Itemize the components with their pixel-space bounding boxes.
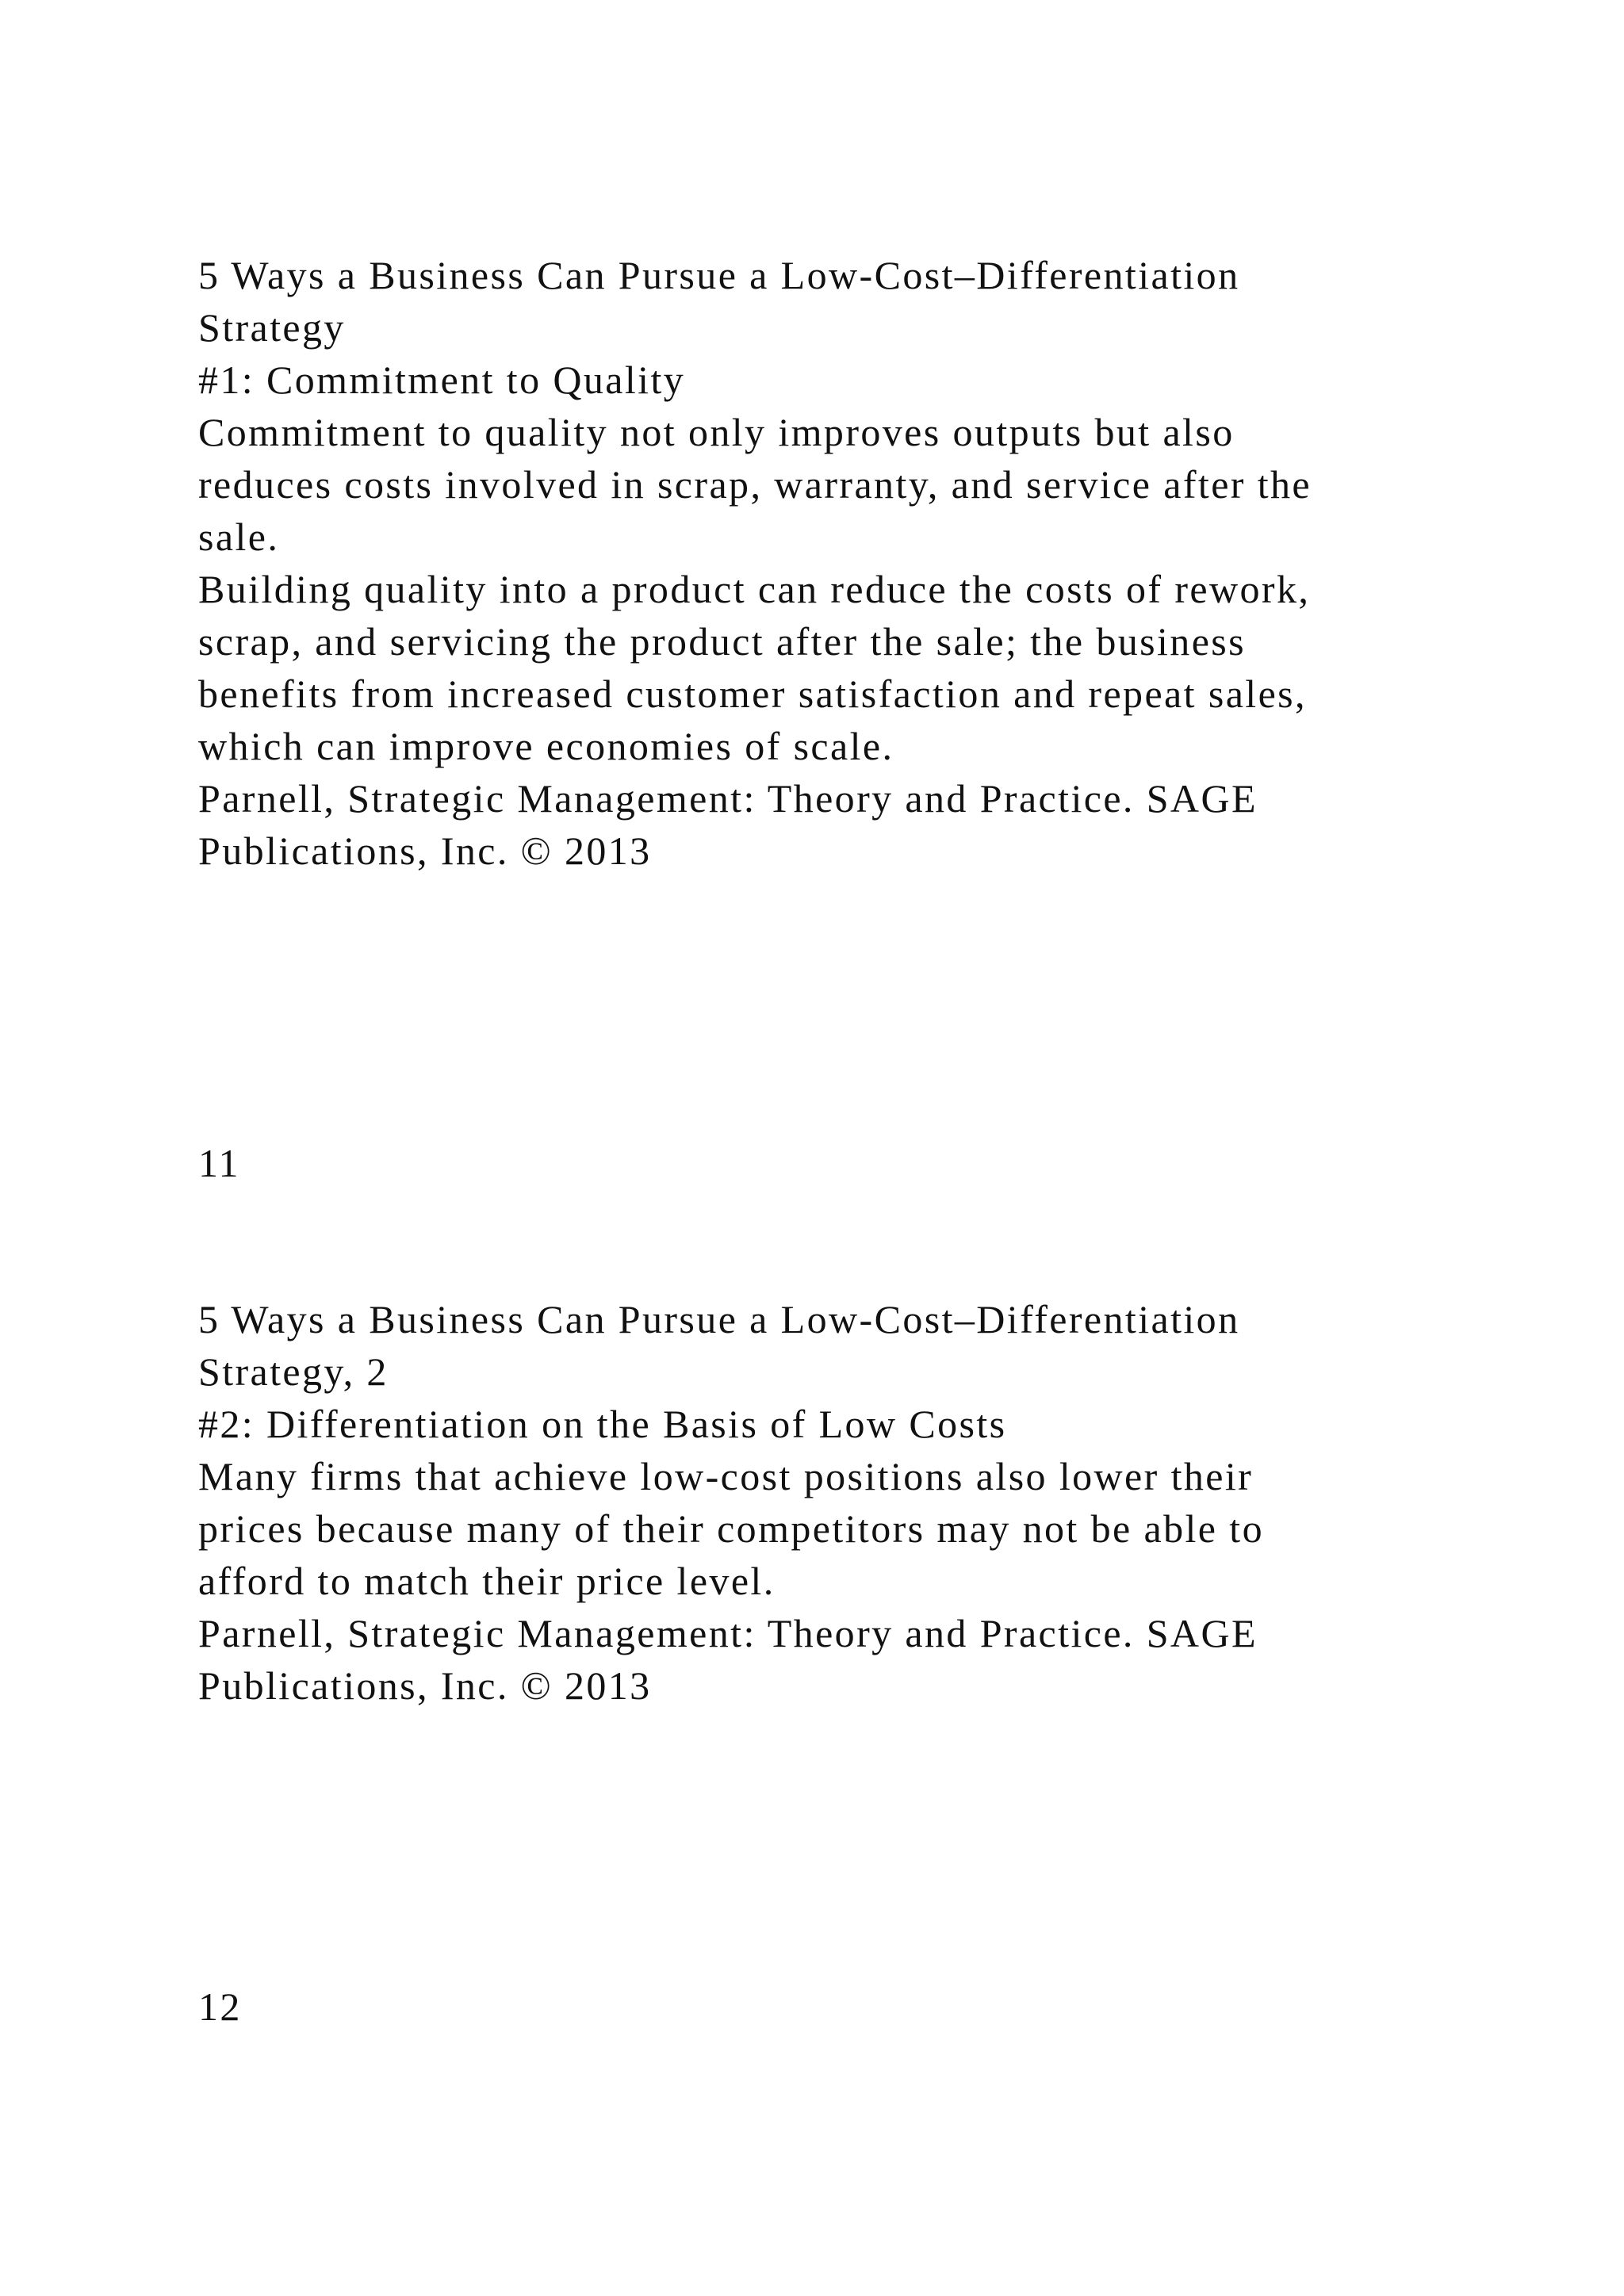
slide-heading: #1: Commitment to Quality xyxy=(198,358,686,402)
body-text-line: Many firms that achieve low-cost positions also lower their xyxy=(198,1454,1254,1498)
slide-text-block xyxy=(198,249,1467,877)
slide-title-line: 5 Ways a Business Can Pursue a Low-Cost–Differentiation xyxy=(198,1297,1240,1341)
body-text-line: scrap, and servicing the product after the sale; the business xyxy=(198,619,1247,664)
slide-title-line: Strategy xyxy=(198,305,346,350)
body-text-line: afford to match their price level. xyxy=(198,1559,776,1603)
body-text-line: which can improve economies of scale. xyxy=(198,724,894,768)
body-text-line: sale. xyxy=(198,515,280,559)
citation-line: Publications, Inc. © 2013 xyxy=(198,1663,652,1708)
slide-text-block xyxy=(198,1293,1467,1712)
body-text-line: reduces costs involved in scrap, warranty, and service after the xyxy=(198,462,1312,507)
body-text-line: prices because many of their competitors may not be able to xyxy=(198,1506,1264,1551)
page-number: 12 xyxy=(198,1984,242,2029)
body-text-line: Commitment to quality not only improves outputs but also xyxy=(198,410,1235,454)
body-text-line: benefits from increased customer satisfaction and repeat sales, xyxy=(198,672,1307,716)
slide-heading: #2: Differentiation on the Basis of Low Costs xyxy=(198,1402,1007,1446)
citation-line: Parnell, Strategic Management: Theory and Practice. SAGE xyxy=(198,776,1258,821)
citation-line: Parnell, Strategic Management: Theory and Practice. SAGE xyxy=(198,1611,1258,1655)
slide-title-line: 5 Ways a Business Can Pursue a Low-Cost–Differentiation xyxy=(198,253,1240,297)
body-text-line: Building quality into a product can reduce the costs of rework, xyxy=(198,567,1311,611)
page-number: 11 xyxy=(198,1141,240,1185)
citation-line: Publications, Inc. © 2013 xyxy=(198,828,652,873)
slide-title-line: Strategy, 2 xyxy=(198,1349,389,1394)
